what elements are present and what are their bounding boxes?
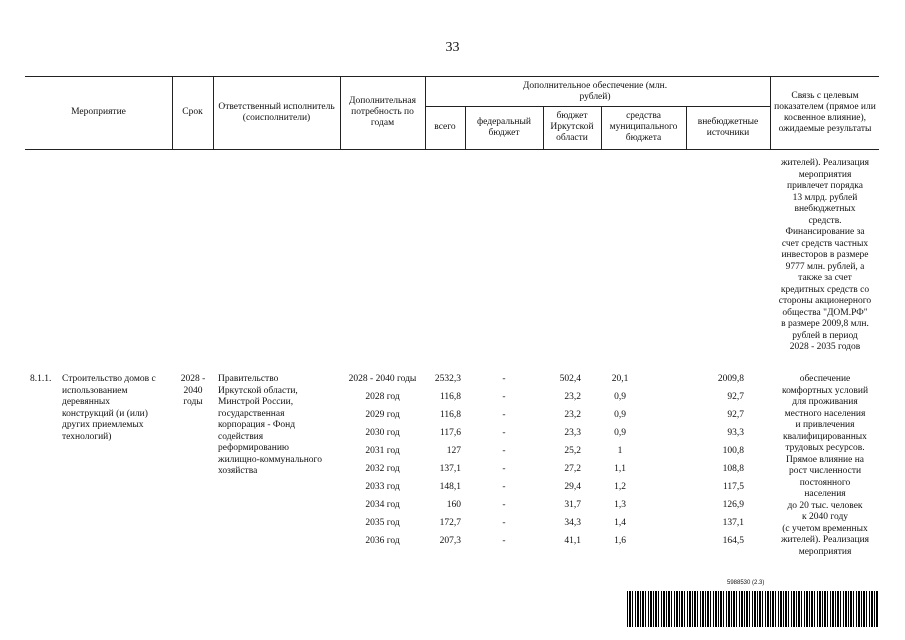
col-divider bbox=[340, 76, 341, 149]
cell-extra: 100,8 bbox=[722, 446, 744, 456]
row-responsible bbox=[218, 374, 342, 478]
header-link: Связь с целевым показателем (прямое или косвенное влияние), ожидаемые результаты bbox=[774, 90, 876, 134]
cell-period: 2036 год bbox=[365, 536, 400, 546]
row-result bbox=[770, 374, 880, 558]
text-line: 2028 - 2035 годов bbox=[789, 342, 861, 352]
cell-period: 2029 год bbox=[365, 410, 400, 420]
header-bottom-border bbox=[25, 149, 879, 150]
cell-municipal: 1,1 bbox=[614, 464, 626, 474]
text-line: рублей в период bbox=[792, 330, 858, 341]
cell-extra: 2009,8 bbox=[717, 374, 744, 384]
header-support-group: Дополнительное обеспечение (млн. рублей) bbox=[522, 81, 668, 102]
cell-municipal: 1,6 bbox=[614, 536, 626, 546]
col-divider bbox=[686, 106, 687, 149]
text-line: (с учетом временных bbox=[782, 523, 868, 534]
cell-total: 127 bbox=[446, 446, 461, 456]
text-line: квалифицированных bbox=[783, 431, 867, 442]
cell-extra: 126,9 bbox=[722, 500, 744, 510]
cell-extra: 92,7 bbox=[727, 410, 744, 420]
cell-federal: - bbox=[502, 482, 506, 492]
header-municipal: средства муниципального бюджета bbox=[609, 111, 678, 143]
text-line: и привлечения bbox=[795, 420, 855, 430]
text-line: 2040 bbox=[183, 385, 203, 396]
text-line: Минстрой России, bbox=[218, 397, 294, 407]
text-line: 2028 - bbox=[180, 374, 206, 384]
header-responsible: Ответственный исполнитель (соисполнители) bbox=[218, 101, 335, 123]
text-line: мероприятия bbox=[798, 169, 852, 180]
text-line: реформированию bbox=[218, 443, 290, 453]
cell-municipal: 1,4 bbox=[614, 518, 626, 528]
cell-period: 2031 год bbox=[365, 446, 400, 456]
text-line: использованием bbox=[62, 385, 128, 396]
text-line: государственная bbox=[218, 408, 285, 419]
text-line: других приемлемых bbox=[62, 420, 144, 430]
cell-regional: 27,2 bbox=[564, 464, 581, 474]
cell-municipal: 1,2 bbox=[614, 482, 626, 492]
cell-period: 2028 - 2040 годы bbox=[348, 374, 417, 384]
text-line: до 20 тыс. человек bbox=[787, 500, 863, 511]
text-line: населения bbox=[804, 489, 846, 499]
text-line: годы bbox=[183, 397, 203, 407]
text-line: кредитных средств со bbox=[780, 284, 870, 295]
cell-total: 137,1 bbox=[439, 464, 461, 474]
cell-period: 2030 год bbox=[365, 428, 400, 438]
cell-federal: - bbox=[502, 518, 506, 528]
cell-municipal: 0,9 bbox=[614, 392, 626, 402]
row-event bbox=[62, 374, 174, 443]
text-line: постоянного bbox=[799, 477, 851, 488]
text-line: инвесторов в размере bbox=[781, 250, 869, 260]
cell-regional: 23,3 bbox=[564, 428, 581, 438]
text-line: содействия bbox=[218, 431, 264, 442]
cell-total: 148,1 bbox=[439, 482, 461, 492]
text-line: Правительство bbox=[218, 374, 279, 384]
cell-municipal: 20,1 bbox=[611, 374, 629, 384]
cell-total: 116,8 bbox=[439, 392, 461, 402]
cell-municipal: 0,9 bbox=[614, 428, 626, 438]
cell-period: 2035 год bbox=[365, 518, 400, 528]
cell-total: 172,7 bbox=[439, 518, 461, 528]
text-line: Строительство домов с bbox=[62, 374, 156, 384]
cell-federal: - bbox=[502, 392, 506, 402]
text-line: внебюджетных bbox=[794, 204, 856, 214]
cell-total: 117,6 bbox=[439, 428, 461, 438]
text-line: технологий) bbox=[62, 431, 112, 442]
header-need: Дополнительная потребность по годам bbox=[349, 96, 416, 128]
text-line: стороны акционерного bbox=[778, 296, 872, 306]
text-line: корпорация - Фонд bbox=[218, 420, 296, 430]
text-line: 13 млрд. рублей bbox=[792, 192, 858, 203]
cell-total: 2532,3 bbox=[434, 374, 461, 384]
header-regional: бюджет Иркутской области bbox=[550, 111, 594, 143]
cell-total: 207,3 bbox=[439, 536, 461, 546]
row-term bbox=[174, 374, 212, 409]
text-line: жителей). Реализация bbox=[780, 535, 870, 545]
header-total: всего bbox=[434, 122, 456, 132]
cell-federal: - bbox=[502, 500, 506, 510]
cell-regional: 31,7 bbox=[564, 500, 581, 510]
col-divider bbox=[601, 106, 602, 149]
cell-federal: - bbox=[502, 374, 506, 384]
cell-regional: 23,2 bbox=[564, 392, 581, 402]
text-line: Прямое влияние на bbox=[785, 454, 865, 465]
text-line: хозяйства bbox=[218, 466, 258, 476]
barcode-label: 5988530 (2.3) bbox=[727, 580, 765, 586]
cell-federal: - bbox=[502, 428, 506, 438]
cell-regional: 29,4 bbox=[564, 482, 581, 492]
text-line: комфортных условий bbox=[781, 385, 869, 396]
cell-federal: - bbox=[502, 536, 506, 546]
cell-regional: 34,3 bbox=[564, 518, 581, 528]
cell-regional: 25,2 bbox=[564, 446, 581, 456]
cell-municipal: 1 bbox=[617, 446, 623, 456]
text-line: счет средств частных bbox=[781, 238, 869, 249]
header-federal: федеральный бюджет bbox=[477, 116, 531, 138]
cell-extra: 137,1 bbox=[722, 518, 744, 528]
text-line: общества "ДОМ.РФ" bbox=[782, 307, 868, 318]
cell-federal: - bbox=[502, 464, 506, 474]
header-term: Срок bbox=[182, 107, 203, 117]
header-event: Мероприятие bbox=[71, 107, 126, 117]
text-line: Финансирование за bbox=[785, 227, 865, 237]
continued-result-text bbox=[770, 158, 880, 354]
text-line: жителей). Реализация bbox=[780, 158, 870, 168]
cell-federal: - bbox=[502, 446, 506, 456]
cell-regional: 41,1 bbox=[564, 536, 581, 546]
cell-extra: 108,8 bbox=[722, 464, 744, 474]
text-line: в размере 2009,8 млн. bbox=[781, 319, 869, 329]
text-line: жилищно-коммунального bbox=[218, 454, 322, 465]
cell-municipal: 0,9 bbox=[614, 410, 626, 420]
header-extra: внебюджетные источники bbox=[697, 116, 759, 138]
col-divider bbox=[770, 76, 771, 149]
cell-period: 2032 год bbox=[365, 464, 400, 474]
cell-federal: - bbox=[502, 410, 506, 420]
text-line: деревянных bbox=[62, 397, 111, 407]
page-number: 33 bbox=[445, 40, 460, 55]
text-line: конструкций (и (или) bbox=[62, 408, 148, 419]
text-line: привлечет порядка bbox=[787, 181, 863, 191]
cell-extra: 164,5 bbox=[722, 536, 744, 546]
cell-regional: 23,2 bbox=[564, 410, 581, 420]
text-line: для проживания bbox=[792, 397, 858, 407]
text-line: обеспечение bbox=[799, 374, 851, 384]
text-line: местного населения bbox=[784, 408, 866, 419]
cell-total: 116,8 bbox=[439, 410, 461, 420]
col-divider bbox=[213, 76, 214, 149]
text-line: Иркутской области, bbox=[218, 385, 298, 396]
cell-regional: 502,4 bbox=[559, 374, 581, 384]
cell-period: 2033 год bbox=[365, 482, 400, 492]
row-number: 8.1.1. bbox=[30, 374, 52, 384]
cell-extra: 117,5 bbox=[722, 482, 744, 492]
text-line: 9777 млн. рублей, а bbox=[785, 261, 865, 272]
text-line: мероприятия bbox=[798, 546, 852, 557]
cell-total: 160 bbox=[446, 500, 461, 510]
col-divider bbox=[465, 106, 466, 149]
cell-municipal: 1,3 bbox=[614, 500, 626, 510]
text-line: средств. bbox=[808, 215, 842, 226]
barcode bbox=[627, 591, 879, 627]
text-line: рост численности bbox=[788, 466, 862, 476]
cell-extra: 92,7 bbox=[727, 392, 744, 402]
cell-period: 2034 год bbox=[365, 500, 400, 510]
text-line: трудовых ресурсов. bbox=[785, 443, 865, 453]
cell-extra: 93,3 bbox=[727, 428, 744, 438]
cell-period: 2028 год bbox=[365, 392, 400, 402]
text-line: также за счет bbox=[798, 273, 852, 283]
text-line: к 2040 году bbox=[801, 512, 849, 522]
